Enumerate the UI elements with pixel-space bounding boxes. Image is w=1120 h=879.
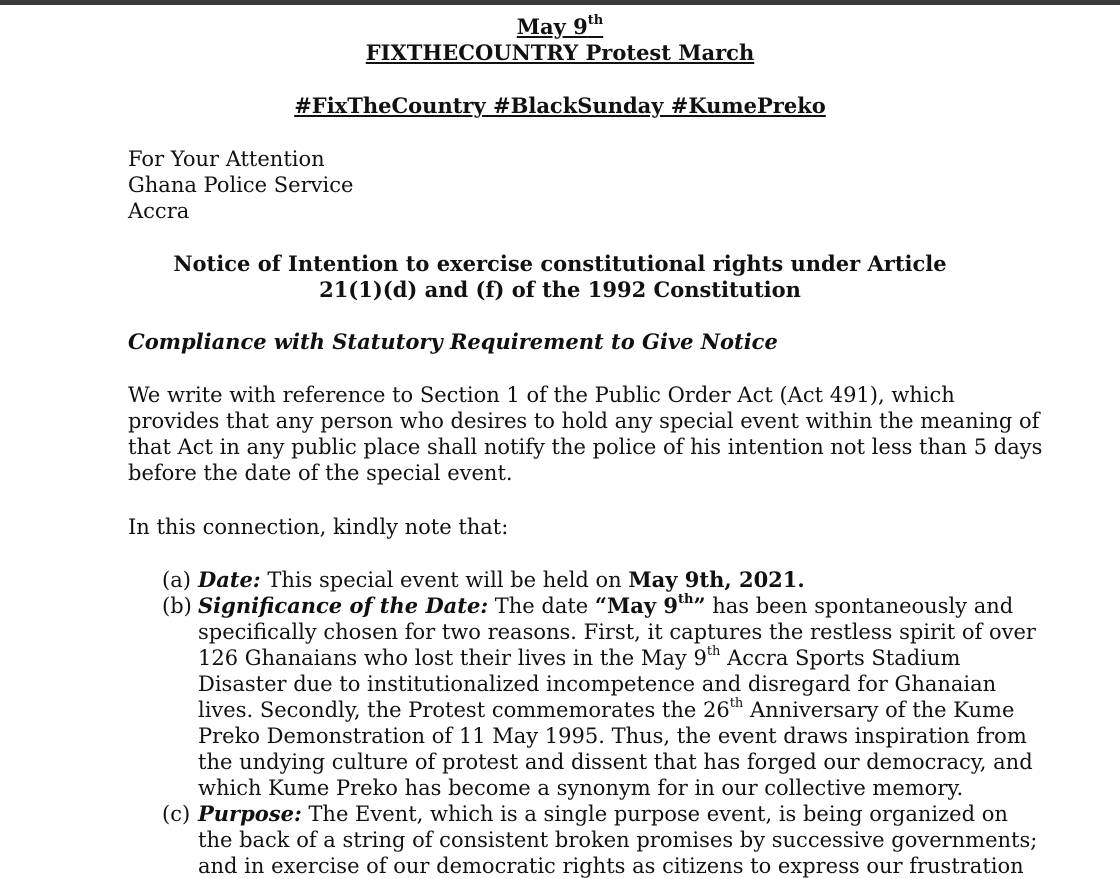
section-subheading: Compliance with Statutory Requirement to Give Notice [128, 329, 778, 354]
address-line: Ghana Police Service [128, 173, 354, 197]
header-date: May 9th [516, 13, 604, 39]
paragraph-connection: In this connection, kindly note that: [128, 515, 509, 539]
list-item-purpose: (c) Purpose: The Event, which is a single purpose event, is being organized on the back of a string of consistent broken promises by successive governments; and in exercise of our democratic rights as citizens to express our frustration [162, 801, 1038, 878]
paragraph-line: We write with reference to Section 1 of the Public Order Act (Act 491), which [128, 383, 955, 407]
list-marker: (a) [162, 568, 191, 592]
notice-heading-line: Notice of Intention to exercise constitutional rights under Article [173, 251, 947, 276]
notice-heading [0, 251, 1120, 303]
notice-items-list [162, 567, 1062, 879]
paragraph-line: that Act in any public place shall notify the police of his intention not less than 5 days [128, 435, 1043, 459]
list-item-date: (a) Date: This special event will be held on May 9th, 2021. [162, 567, 805, 592]
notice-heading-line: 21(1)(d) and (f) of the 1992 Constitution [319, 277, 801, 302]
address-line: For Your Attention [128, 147, 325, 171]
address-block [128, 146, 353, 224]
item-label: Purpose: [198, 801, 302, 826]
item-label: Date: [198, 567, 261, 592]
paragraph-line: provides that any person who desires to hold any special event within the meaning of [128, 409, 1040, 433]
paragraph-public-order-act [128, 382, 1042, 486]
list-marker: (c) [162, 802, 191, 826]
paragraph-line: before the date of the special event. [128, 461, 513, 485]
header-hashtags: #FixTheCountry #BlackSunday #KumePreko [294, 93, 826, 118]
address-line: Accra [128, 199, 190, 223]
list-marker: (b) [162, 594, 192, 618]
header-title: FIXTHECOUNTRY Protest March [365, 40, 755, 65]
item-label: Significance of the Date: [198, 593, 489, 618]
list-item-significance: (b) Significance of the Date: The date “May 9th” has been spontaneously and specifically chosen for two reasons. First, it captures the restless spirit of over 126 Ghanaians who lost their lives in the May 9th Accra Sports Stadium Disaster due to institutionalized incompetence and disregard for Ghanaian lives. Secondly, the Protest commemorates the 26th Anniversary of the Kume Preko Demonstration of 11 May 1995. Thus, the event draws inspiration from the undying culture of protest and dissent that has forged our democracy, and which Kume Preko has become a synonym for in our collective memory. [162, 592, 1036, 800]
